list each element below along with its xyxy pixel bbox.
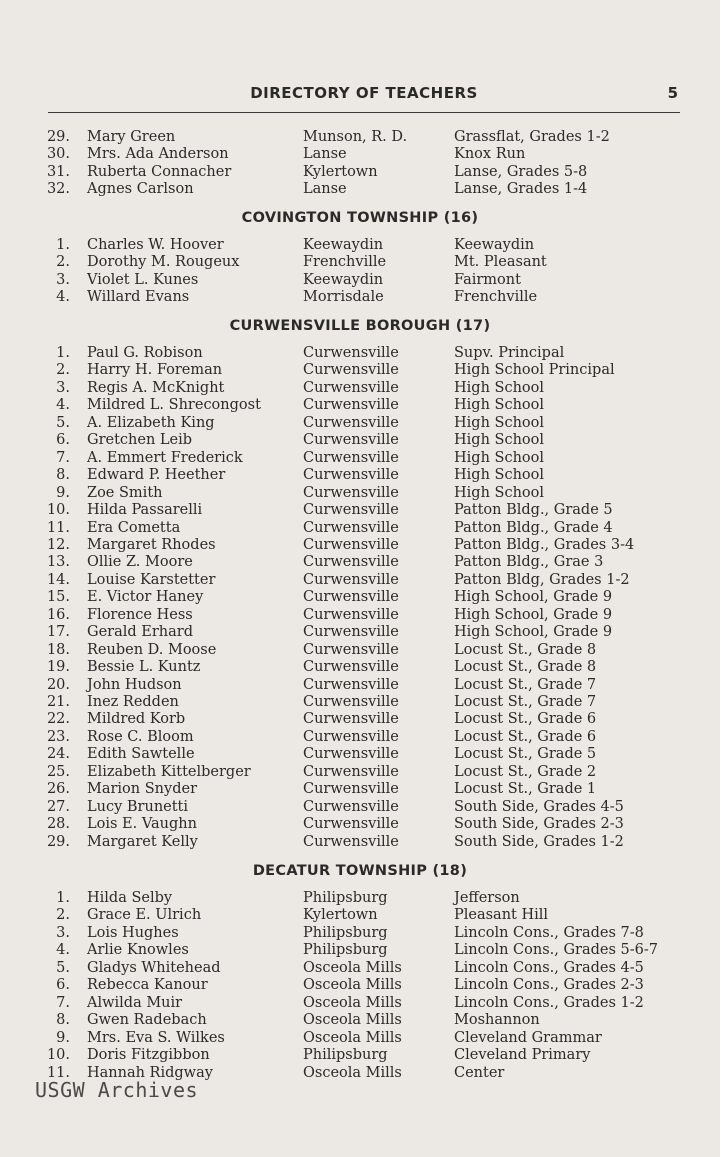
- teacher-assignment: Frenchville: [454, 289, 538, 306]
- teacher-town: Curwensville: [303, 449, 399, 466]
- teacher-town: Osceola Mills: [303, 977, 402, 994]
- teacher-row: [0, 781, 720, 799]
- teacher-assignment: Locust St., Grade 8: [454, 641, 597, 658]
- teacher-assignment: Locust St., Grade 7: [454, 694, 597, 710]
- teacher-row: [0, 502, 720, 520]
- row-number: 2.: [56, 362, 70, 379]
- row-number: 10.: [46, 1047, 70, 1064]
- row-number: 26.: [46, 781, 70, 798]
- teacher-town: Curwensville: [303, 606, 399, 623]
- row-number: 7.: [56, 994, 70, 1011]
- teacher-name: Mildred L. Shrecongost: [87, 397, 261, 414]
- teacher-assignment: High School Principal: [454, 362, 615, 379]
- row-number: 3.: [56, 379, 70, 396]
- teacher-row: [0, 345, 720, 363]
- row-number: 3.: [56, 924, 70, 941]
- teacher-town: Curwensville: [303, 502, 399, 519]
- teacher-name: Harry H. Foreman: [87, 362, 223, 379]
- teacher-town: Kylertown: [303, 907, 378, 924]
- teacher-name: Regis A. McKnight: [87, 379, 225, 396]
- teacher-row: [0, 537, 720, 555]
- teacher-assignment: High School, Grade 9: [454, 606, 613, 623]
- teacher-assignment: South Side, Grades 2-3: [454, 816, 624, 833]
- teacher-row: [0, 816, 720, 834]
- teacher-name: Agnes Carlson: [87, 181, 194, 198]
- teacher-name: Zoe Smith: [87, 484, 163, 501]
- teacher-assignment: Locust St., Grade 6: [454, 728, 597, 745]
- teacher-row: [0, 1012, 720, 1030]
- teacher-row: [0, 659, 720, 677]
- teacher-town: Curwensville: [303, 711, 399, 728]
- teacher-name: Arlie Knowles: [87, 942, 189, 959]
- teacher-name: Gerald Erhard: [87, 624, 193, 641]
- teacher-assignment: Locust St., Grade 5: [454, 746, 597, 763]
- teacher-town: Curwensville: [303, 798, 399, 815]
- teacher-name: Willard Evans: [87, 289, 190, 306]
- teacher-assignment: Lanse, Grades 1-4: [454, 181, 588, 198]
- teacher-row: [0, 380, 720, 398]
- teacher-town: Curwensville: [303, 397, 399, 414]
- row-number: 29.: [46, 129, 70, 145]
- teacher-town: Curwensville: [303, 467, 399, 484]
- teacher-town: Osceola Mills: [303, 1064, 402, 1081]
- row-number: 16.: [46, 606, 70, 623]
- teacher-assignment: Grassflat, Grades 1-2: [454, 129, 610, 145]
- row-number: 9.: [56, 484, 70, 501]
- teacher-town: Frenchville: [303, 254, 387, 271]
- teacher-town: Osceola Mills: [303, 994, 402, 1011]
- teacher-town: Philipsburg: [303, 924, 388, 941]
- teacher-town: Kylertown: [303, 163, 378, 180]
- section-heading: COVINGTON TOWNSHIP (16): [241, 210, 479, 226]
- teacher-row: [0, 237, 720, 255]
- teacher-town: Curwensville: [303, 345, 399, 361]
- row-number: 1.: [56, 345, 70, 361]
- teacher-town: Osceola Mills: [303, 959, 402, 976]
- teacher-assignment: Lanse, Grades 5-8: [454, 163, 588, 180]
- teacher-assignment: High School: [454, 414, 545, 431]
- row-number: 8.: [56, 1012, 70, 1029]
- teacher-town: Curwensville: [303, 571, 399, 588]
- teacher-town: Lanse: [303, 181, 347, 198]
- teacher-name: Gretchen Leib: [87, 432, 193, 449]
- teacher-row: [0, 572, 720, 590]
- row-number: 1.: [56, 890, 70, 906]
- teacher-town: Keewaydin: [303, 237, 384, 253]
- teacher-name: Margaret Kelly: [87, 833, 198, 850]
- teacher-name: Paul G. Robison: [87, 345, 203, 361]
- teacher-name: Dorothy M. Rougeux: [87, 254, 240, 271]
- teacher-name: A. Emmert Frederick: [87, 449, 243, 466]
- row-number: 2.: [56, 907, 70, 924]
- teacher-name: Margaret Rhodes: [87, 536, 216, 553]
- teacher-name: Mrs. Ada Anderson: [87, 146, 229, 163]
- teacher-name: Era Cometta: [87, 519, 181, 536]
- row-number: 28.: [46, 816, 70, 833]
- teacher-assignment: High School: [454, 397, 545, 414]
- row-number: 32.: [46, 181, 70, 198]
- teacher-assignment: Lincoln Cons., Grades 1-2: [454, 994, 644, 1011]
- teacher-assignment: South Side, Grades 4-5: [454, 798, 624, 815]
- teacher-name: Rebecca Kanour: [87, 977, 208, 994]
- teacher-name: Hilda Passarelli: [87, 502, 203, 519]
- teacher-assignment: Fairmont: [454, 271, 521, 288]
- row-number: 22.: [46, 711, 70, 728]
- row-number: 11.: [46, 519, 70, 536]
- teacher-assignment: High School: [454, 449, 545, 466]
- page-number: 5: [667, 84, 678, 102]
- row-number: 24.: [46, 746, 70, 763]
- page-header: [48, 84, 680, 113]
- row-number: 20.: [46, 676, 70, 693]
- teacher-town: Curwensville: [303, 676, 399, 693]
- teacher-assignment: Center: [454, 1064, 505, 1081]
- teacher-town: Curwensville: [303, 536, 399, 553]
- row-number: 5.: [56, 959, 70, 976]
- row-number: 4.: [56, 289, 70, 306]
- teacher-town: Keewaydin: [303, 271, 384, 288]
- section-heading: CURWENSVILLE BOROUGH (17): [229, 318, 491, 334]
- teacher-assignment: Keewaydin: [454, 237, 535, 253]
- teacher-name: Ollie Z. Moore: [87, 554, 193, 571]
- teacher-assignment: Patton Bldg., Grade 5: [454, 502, 613, 519]
- teacher-assignment: Lincoln Cons., Grades 2-3: [454, 977, 644, 994]
- teacher-name: Reuben D. Moose: [87, 641, 217, 658]
- row-number: 4.: [56, 942, 70, 959]
- row-number: 29.: [46, 833, 70, 850]
- teacher-row: [0, 415, 720, 433]
- row-number: 12.: [46, 536, 70, 553]
- teacher-row: [0, 450, 720, 468]
- teacher-row: [0, 960, 720, 978]
- teacher-row: [0, 942, 720, 960]
- teacher-name: Edward P. Heether: [87, 467, 226, 484]
- teacher-name: Mrs. Eva S. Wilkes: [87, 1029, 225, 1046]
- teacher-assignment: Cleveland Primary: [454, 1047, 591, 1064]
- teacher-town: Lanse: [303, 146, 347, 163]
- teacher-assignment: Supv. Principal: [454, 345, 565, 361]
- teacher-assignment: South Side, Grades 1-2: [454, 833, 624, 850]
- teacher-row: [0, 890, 720, 908]
- teacher-row: [0, 146, 720, 164]
- teacher-row: [0, 485, 720, 503]
- teacher-assignment: Lincoln Cons., Grades 7-8: [454, 924, 644, 941]
- teacher-assignment: High School: [454, 379, 545, 396]
- row-number: 9.: [56, 1029, 70, 1046]
- row-number: 30.: [46, 146, 70, 163]
- row-number: 6.: [56, 977, 70, 994]
- row-number: 14.: [46, 571, 70, 588]
- teacher-town: Curwensville: [303, 763, 399, 780]
- teacher-town: Philipsburg: [303, 890, 388, 906]
- teacher-row: [0, 1030, 720, 1048]
- teacher-row: [0, 520, 720, 538]
- teacher-town: Curwensville: [303, 728, 399, 745]
- teacher-name: Alwilda Muir: [87, 994, 183, 1011]
- teacher-town: Curwensville: [303, 659, 399, 676]
- teacher-town: Curwensville: [303, 641, 399, 658]
- teacher-assignment: Mt. Pleasant: [454, 254, 547, 271]
- teacher-row: [0, 729, 720, 747]
- row-number: 23.: [46, 728, 70, 745]
- teacher-name: Florence Hess: [87, 606, 193, 623]
- teacher-name: Grace E. Ulrich: [87, 907, 202, 924]
- teacher-assignment: Patton Bldg, Grades 1-2: [454, 571, 630, 588]
- teacher-assignment: Locust St., Grade 7: [454, 676, 597, 693]
- teacher-town: Curwensville: [303, 589, 399, 606]
- teacher-assignment: Pleasant Hill: [454, 907, 549, 924]
- teacher-town: Philipsburg: [303, 942, 388, 959]
- teacher-row: [0, 589, 720, 607]
- teacher-town: Curwensville: [303, 694, 399, 710]
- teacher-row: [0, 129, 720, 147]
- teacher-name: Hilda Selby: [87, 890, 173, 906]
- row-number: 25.: [46, 763, 70, 780]
- teacher-name: Hannah Ridgway: [87, 1064, 213, 1081]
- teacher-name: Doris Fitzgibbon: [87, 1047, 210, 1064]
- teacher-name: A. Elizabeth King: [87, 414, 215, 431]
- teacher-town: Curwensville: [303, 816, 399, 833]
- row-number: 19.: [46, 659, 70, 676]
- row-number: 27.: [46, 798, 70, 815]
- teacher-assignment: Patton Bldg., Grae 3: [454, 554, 604, 571]
- teacher-row: [0, 397, 720, 415]
- teacher-row: [0, 362, 720, 380]
- teacher-assignment: Locust St., Grade 1: [454, 781, 597, 798]
- teacher-town: Morrisdale: [303, 289, 384, 306]
- row-number: 10.: [46, 502, 70, 519]
- teacher-name: Mildred Korb: [87, 711, 186, 728]
- row-number: 3.: [56, 271, 70, 288]
- row-number: 1.: [56, 237, 70, 253]
- teacher-row: [0, 607, 720, 625]
- teacher-name: Ruberta Connacher: [87, 163, 232, 180]
- teacher-row: [0, 995, 720, 1013]
- teacher-assignment: Locust St., Grade 6: [454, 711, 597, 728]
- teacher-name: Charles W. Hoover: [87, 237, 224, 253]
- row-number: 8.: [56, 467, 70, 484]
- teacher-assignment: Patton Bldg., Grade 4: [454, 519, 613, 536]
- teacher-row: [0, 432, 720, 450]
- section-heading: DECATUR TOWNSHIP (18): [252, 863, 468, 879]
- archive-watermark: USGW Archives: [35, 1078, 199, 1102]
- teacher-town: Curwensville: [303, 746, 399, 763]
- teacher-town: Osceola Mills: [303, 1012, 402, 1029]
- teacher-assignment: Locust St., Grade 2: [454, 763, 597, 780]
- teacher-row: [0, 642, 720, 660]
- teacher-name: Gladys Whitehead: [87, 959, 221, 976]
- teacher-row: [0, 289, 720, 307]
- teacher-town: Curwensville: [303, 781, 399, 798]
- teacher-assignment: High School, Grade 9: [454, 589, 613, 606]
- teacher-row: [0, 694, 720, 712]
- teacher-town: Munson, R. D.: [303, 129, 408, 145]
- teacher-town: Curwensville: [303, 519, 399, 536]
- teacher-town: Osceola Mills: [303, 1029, 402, 1046]
- teacher-town: Curwensville: [303, 432, 399, 449]
- teacher-row: [0, 1047, 720, 1065]
- teacher-assignment: Jefferson: [454, 890, 520, 906]
- teacher-town: Curwensville: [303, 624, 399, 641]
- teacher-name: Bessie L. Kuntz: [87, 659, 201, 676]
- teacher-row: [0, 554, 720, 572]
- page-title: DIRECTORY OF TEACHERS: [250, 84, 478, 102]
- row-number: 2.: [56, 254, 70, 271]
- row-number: 13.: [46, 554, 70, 571]
- teacher-row: [0, 925, 720, 943]
- row-number: 18.: [46, 641, 70, 658]
- teacher-row: [0, 977, 720, 995]
- teacher-row: [0, 799, 720, 817]
- teacher-town: Curwensville: [303, 833, 399, 850]
- teacher-row: [0, 834, 720, 852]
- teacher-town: Curwensville: [303, 484, 399, 501]
- teacher-town: Curwensville: [303, 362, 399, 379]
- teacher-name: Mary Green: [87, 129, 176, 145]
- teacher-name: E. Victor Haney: [87, 589, 204, 606]
- teacher-assignment: Cleveland Grammar: [454, 1029, 602, 1046]
- teacher-assignment: Lincoln Cons., Grades 4-5: [454, 959, 644, 976]
- teacher-town: Curwensville: [303, 414, 399, 431]
- row-number: 6.: [56, 432, 70, 449]
- teacher-assignment: High School: [454, 432, 545, 449]
- teacher-name: John Hudson: [87, 676, 182, 693]
- teacher-name: Edith Sawtelle: [87, 746, 195, 763]
- teacher-name: Marion Snyder: [87, 781, 197, 798]
- teacher-assignment: Lincoln Cons., Grades 5-6-7: [454, 942, 659, 959]
- teacher-row: [0, 711, 720, 729]
- teacher-row: [0, 467, 720, 485]
- row-number: 31.: [46, 163, 70, 180]
- teacher-row: [0, 254, 720, 272]
- teacher-assignment: Knox Run: [454, 146, 526, 163]
- teacher-assignment: Locust St., Grade 8: [454, 659, 597, 676]
- teacher-row: [0, 164, 720, 182]
- teacher-name: Gwen Radebach: [87, 1012, 207, 1029]
- teacher-row: [0, 677, 720, 695]
- teacher-town: Curwensville: [303, 379, 399, 396]
- teacher-name: Rose C. Bloom: [87, 728, 194, 745]
- teacher-assignment: High School, Grade 9: [454, 624, 613, 641]
- teacher-row: [0, 907, 720, 925]
- row-number: 15.: [46, 589, 70, 606]
- row-number: 4.: [56, 397, 70, 414]
- teacher-town: Curwensville: [303, 554, 399, 571]
- teacher-row: [0, 746, 720, 764]
- teacher-row: [0, 181, 720, 199]
- row-number: 11.: [46, 1064, 70, 1081]
- teacher-town: Philipsburg: [303, 1047, 388, 1064]
- row-number: 17.: [46, 624, 70, 641]
- teacher-name: Violet L. Kunes: [87, 271, 199, 288]
- teacher-name: Louise Karstetter: [87, 571, 216, 588]
- teacher-name: Inez Redden: [87, 694, 179, 710]
- teacher-assignment: Moshannon: [454, 1012, 540, 1029]
- teacher-name: Elizabeth Kittelberger: [87, 763, 251, 780]
- teacher-assignment: Patton Bldg., Grades 3-4: [454, 536, 635, 553]
- row-number: 21.: [46, 694, 70, 710]
- teacher-assignment: High School: [454, 484, 545, 501]
- teacher-row: [0, 272, 720, 290]
- teacher-assignment: High School: [454, 467, 545, 484]
- teacher-name: Lois Hughes: [87, 924, 179, 941]
- row-number: 7.: [56, 449, 70, 466]
- teacher-row: [0, 764, 720, 782]
- teacher-name: Lois E. Vaughn: [87, 816, 197, 833]
- teacher-name: Lucy Brunetti: [87, 798, 189, 815]
- row-number: 5.: [56, 414, 70, 431]
- teacher-row: [0, 624, 720, 642]
